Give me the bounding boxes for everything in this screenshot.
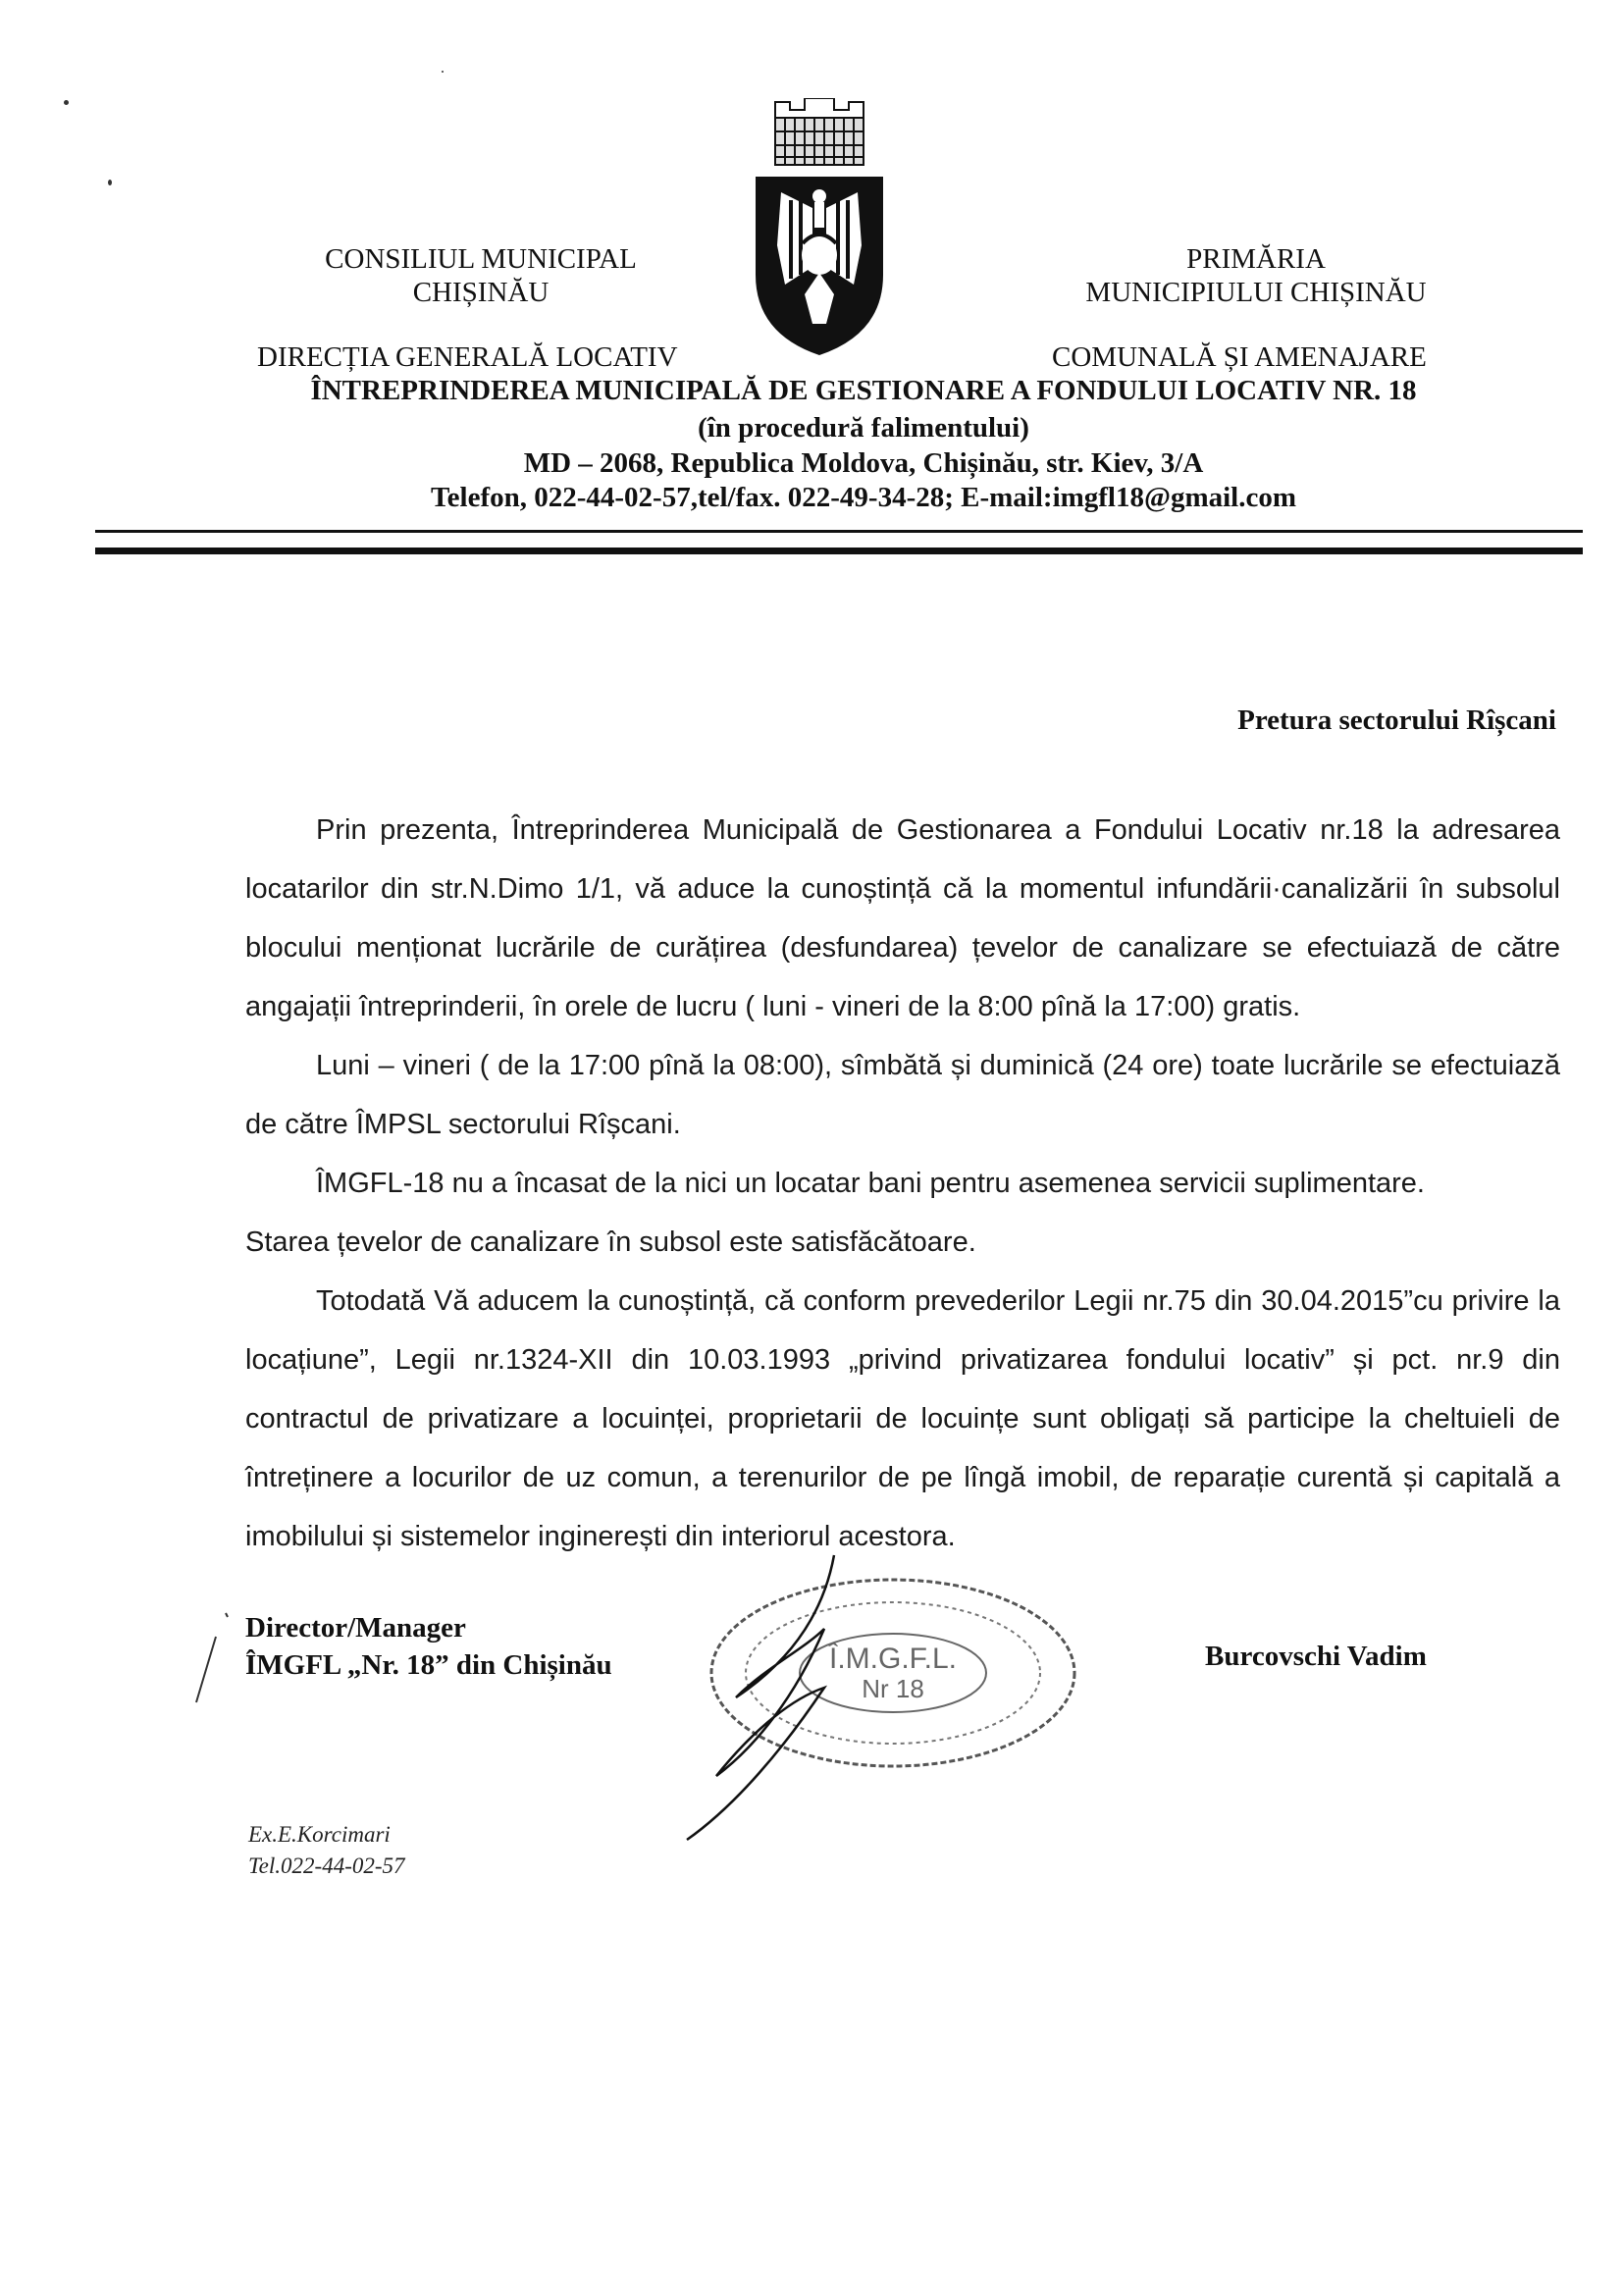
- signatory-name: Burcovschi Vadim: [1205, 1641, 1427, 1672]
- executor-phone: Tel.022-44-02-57: [248, 1853, 405, 1878]
- official-stamp: [677, 1550, 1089, 1845]
- margin-mark: [186, 1609, 245, 1707]
- scan-speck: [108, 180, 112, 185]
- enterprise-name: ÎNTREPRINDEREA MUNICIPALĂ DE GESTIONARE A FONDULUI LOCATIV NR. 18: [310, 375, 1417, 406]
- crown-icon: [775, 98, 864, 165]
- address: MD – 2068, Republica Moldova, Chișinău, str. Kiev, 3/A: [523, 447, 1204, 479]
- contacts: Telefon, 022-44-02-57,tel/fax. 022-49-34-28; E-mail:imgfl18@gmail.com: [430, 482, 1297, 513]
- paragraph-1: Prin prezenta, Întreprinderea Municipală de Gestionarea a Fondului Locativ nr.18 la adresarea locatarilor din str.N.Dimo 1/1, vă aduce la cunoștință că la momentul infundării·canalizării în subsolul blocului menționat lucrările de curățirea (desfundarea) țevelor de canalizare se efectuiază de către angajații întreprinderii, în orele de lucru ( luni - vineri de la 8:00 pînă la 17:00) gratis.: [245, 814, 1560, 1022]
- stamp-line-1: Î.M.G.F.L.: [828, 1643, 958, 1675]
- council-name: [285, 242, 677, 309]
- executor-name: Ex.E.Korcimari: [248, 1822, 391, 1847]
- stamp-line-2: Nr 18: [862, 1674, 924, 1703]
- recipient: Pretura sectorului Rîșcani: [1237, 704, 1556, 736]
- paragraph-5: Totodată Vă aducem la cunoștință, că conform prevederilor Legii nr.75 din 30.04.2015”cu privire la locațiune”, Legii nr.1324-XII din 10.03.1993 „privind privatizarea fondului locativ” și pct. nr.9 din contractul de privatizare a locuinței, proprietarii de locuințe sunt obligați să participe la cheltuieli de întreținere a locurilor de uz comun, a terenurilor de pe lîngă imobil, de reparație curentă și capitală a imobilului și sistemelor inginerești din interiorul acestora.: [245, 1285, 1560, 1552]
- council-line-2: CHIȘINĂU: [412, 277, 550, 308]
- paragraph-4: Starea țevelor de canalizare în subsol este satisfăcătoare.: [245, 1226, 976, 1258]
- council-line-1: CONSILIUL MUNICIPAL: [325, 243, 637, 275]
- executor-note: [248, 1819, 405, 1882]
- scan-speck: [64, 100, 69, 105]
- header-divider-thin: [95, 530, 1583, 533]
- directorate-left: DIRECȚIA GENERALĂ LOCATIV: [257, 341, 678, 373]
- coat-of-arms-emblem: [756, 98, 883, 363]
- directorate-right: COMUNALĂ ȘI AMENAJARE: [1052, 341, 1427, 373]
- bankruptcy-note: (în procedură falimentului): [698, 412, 1029, 444]
- paragraph-2: Luni – vineri ( de la 17:00 pînă la 08:00), sîmbătă și duminică (24 ore) toate lucrările se efectuiază de către ÎMPSL sectorului Rîșcani.: [245, 1050, 1560, 1140]
- signatory-title-line-2: ÎMGFL „Nr. 18” din Chișinău: [245, 1649, 612, 1681]
- handwritten-signature: [687, 1555, 834, 1840]
- header-divider-thick: [95, 548, 1583, 554]
- signatory-title: [245, 1609, 612, 1684]
- letter-body: [245, 801, 1560, 1566]
- scan-speck: [442, 71, 444, 73]
- city-hall-name: [1040, 242, 1472, 309]
- city-hall-line-2: MUNICIPIULUI CHIȘINĂU: [1085, 277, 1427, 308]
- paragraph-3: ÎMGFL-18 nu a încasat de la nici un locatar bani pentru asemenea servicii suplimentare.: [316, 1168, 1425, 1199]
- signatory-title-line-1: Director/Manager: [245, 1612, 466, 1644]
- city-hall-line-1: PRIMĂRIA: [1186, 243, 1326, 275]
